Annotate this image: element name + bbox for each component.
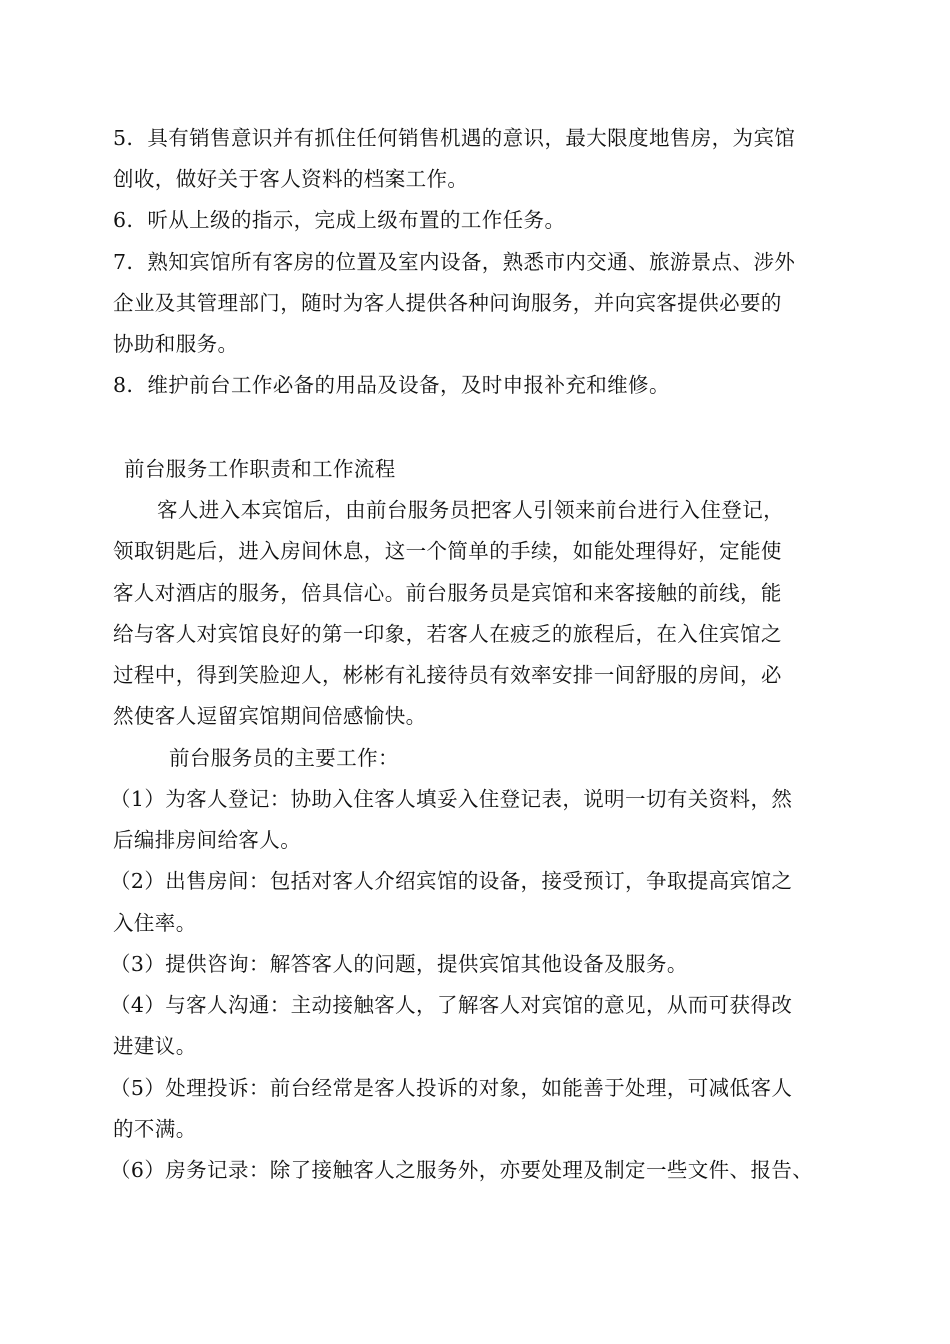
paragraph-line: 领取钥匙后，进入房间休息，这一个简单的手续，如能处理得好，定能使 [113,539,782,563]
list-item-line: （6）房务记录：除了接触客人之服务外，亦要处理及制定一些文件、报告、 [110,1158,814,1182]
text-line: 7．熟知宾馆所有客房的位置及室内设备，熟悉市内交通、旅游景点、涉外 [113,250,796,274]
paragraph-line: 给与客人对宾馆良好的第一印象，若客人在疲乏的旅程后，在入住宾馆之 [113,622,782,646]
paragraph-line: 然使客人逗留宾馆期间倍感愉快。 [113,704,427,728]
paragraph-line: 过程中，得到笑脸迎人，彬彬有礼接待员有效率安排一间舒服的房间，必 [113,663,782,687]
list-item-line: 的不满。 [113,1117,197,1141]
list-item-line: （5）处理投诉：前台经常是客人投诉的对象，如能善于处理，可减低客人 [110,1076,793,1100]
paragraph-line: 客人对酒店的服务，倍具信心。前台服务员是宾馆和来客接触的前线，能 [113,581,782,605]
paragraph-line: 客人进入本宾馆后，由前台服务员把客人引领来前台进行入住登记， [157,498,784,522]
list-item-line: （1）为客人登记：协助入住客人填妥入住登记表，说明一切有关资料，然 [110,787,793,811]
text-line: 8．维护前台工作必备的用品及设备，及时申报补充和维修。 [113,373,670,397]
text-line: 企业及其管理部门，随时为客人提供各种问询服务，并向宾客提供必要的 [113,291,782,315]
list-item-line: （4）与客人沟通：主动接触客人，了解客人对宾馆的意见，从而可获得改 [110,993,793,1017]
list-item-line: （2）出售房间：包括对客人介绍宾馆的设备，接受预订，争取提高宾馆之 [110,869,793,893]
list-item-line: 入住率。 [113,911,197,935]
subheading: 前台服务员的主要工作： [169,746,399,770]
text-line: 协助和服务。 [113,332,239,356]
list-item-line: （3）提供咨询：解答客人的问题，提供宾馆其他设备及服务。 [110,952,688,976]
section-heading: 前台服务工作职责和工作流程 [124,457,396,481]
list-item-line: 后编排房间给客人。 [113,828,302,852]
list-item-line: 进建议。 [113,1034,197,1058]
text-line: 创收，做好关于客人资料的档案工作。 [113,167,469,191]
text-line: 5．具有销售意识并有抓住任何销售机遇的意识，最大限度地售房，为宾馆 [113,126,796,150]
text-line: 6．听从上级的指示，完成上级布置的工作任务。 [113,208,566,232]
